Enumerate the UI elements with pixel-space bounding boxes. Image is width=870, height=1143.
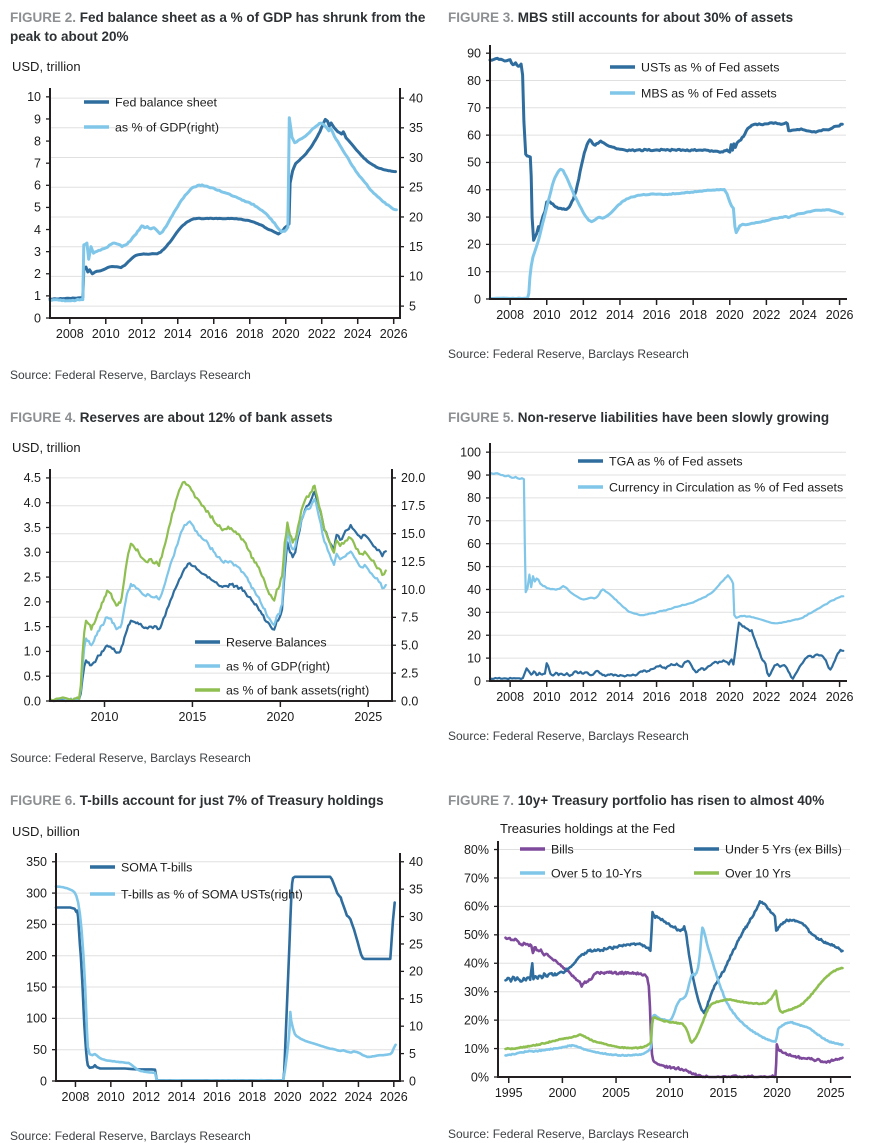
figure-label: FIGURE 7. [448, 793, 515, 809]
svg-text:Treasuries holdings at the Fed: Treasuries holdings at the Fed [500, 820, 676, 836]
svg-text:70: 70 [467, 101, 481, 116]
svg-text:5.0: 5.0 [401, 638, 419, 653]
figure-title-block [448, 408, 860, 427]
svg-text:350: 350 [26, 854, 47, 869]
svg-text:25: 25 [409, 936, 423, 951]
svg-text:Currency in Circulation as % o: Currency in Circulation as % of Fed assets [609, 480, 844, 495]
svg-text:2.0: 2.0 [23, 595, 41, 610]
svg-text:0: 0 [474, 674, 481, 689]
svg-text:100: 100 [460, 445, 481, 460]
svg-text:2026: 2026 [379, 1089, 408, 1104]
svg-text:2025: 2025 [354, 710, 383, 725]
svg-text:10: 10 [409, 270, 423, 285]
svg-text:0: 0 [409, 1073, 416, 1088]
svg-text:40: 40 [467, 583, 481, 598]
report-figures-grid [10, 8, 860, 1143]
svg-text:2008: 2008 [61, 1089, 90, 1104]
svg-text:7: 7 [34, 156, 41, 171]
svg-text:2024: 2024 [344, 1089, 373, 1104]
svg-text:15: 15 [409, 240, 423, 255]
svg-text:60: 60 [467, 537, 481, 552]
svg-text:30%: 30% [463, 984, 489, 999]
svg-text:10: 10 [409, 1019, 423, 1034]
svg-text:2010: 2010 [96, 1089, 125, 1104]
source-note: Source: Federal Reserve, Barclays Research [448, 729, 689, 744]
svg-text:50: 50 [467, 155, 481, 170]
figure-label: FIGURE 5. [448, 410, 515, 426]
figure-title-block [10, 408, 434, 427]
svg-text:250: 250 [26, 917, 47, 932]
svg-text:3: 3 [34, 245, 41, 260]
svg-text:12.5: 12.5 [401, 555, 426, 570]
svg-text:3.0: 3.0 [23, 546, 41, 561]
figure-panel-4 [10, 408, 434, 765]
svg-text:150: 150 [26, 979, 47, 994]
svg-text:30: 30 [409, 909, 423, 924]
svg-text:2026: 2026 [379, 327, 408, 342]
svg-text:2015: 2015 [178, 710, 207, 725]
svg-text:30: 30 [467, 210, 481, 225]
figure-title-block [10, 791, 434, 810]
svg-text:25: 25 [409, 180, 423, 195]
source-note: Source: Federal Reserve, Barclays Research [10, 368, 251, 383]
svg-text:2022: 2022 [752, 690, 781, 705]
svg-text:2024: 2024 [343, 327, 372, 342]
svg-text:2020: 2020 [271, 327, 300, 342]
figure-label: FIGURE 2. [10, 10, 77, 25]
svg-text:MBS as % of Fed assets: MBS as % of Fed assets [641, 86, 777, 101]
svg-text:35: 35 [409, 121, 423, 136]
axis-unit-label: USD, trillion [12, 59, 81, 75]
svg-text:2010: 2010 [532, 308, 561, 323]
chart-reserve-balances [10, 461, 434, 739]
svg-text:2020: 2020 [715, 308, 744, 323]
svg-text:50: 50 [33, 1042, 47, 1057]
figure-title: Non-reserve liabilities have been slowly growing [517, 410, 830, 426]
svg-text:15.0: 15.0 [401, 527, 426, 542]
svg-text:10: 10 [467, 651, 481, 666]
chart-non-reserve-liabilities [448, 435, 860, 717]
svg-text:30: 30 [467, 606, 481, 621]
svg-text:2: 2 [34, 267, 41, 282]
svg-text:2000: 2000 [548, 1085, 577, 1100]
svg-text:20.0: 20.0 [401, 471, 426, 486]
axis-unit-label: USD, billion [12, 823, 80, 839]
axis-unit-label: USD, trillion [12, 440, 81, 456]
svg-text:5: 5 [34, 201, 41, 216]
svg-text:35: 35 [409, 882, 423, 897]
svg-text:20: 20 [467, 628, 481, 643]
svg-text:2016: 2016 [642, 690, 671, 705]
source-note: Source: Federal Reserve, Barclays Research [10, 751, 251, 766]
svg-text:2020: 2020 [273, 1089, 302, 1104]
svg-text:40: 40 [409, 91, 423, 106]
svg-text:2010: 2010 [655, 1085, 684, 1100]
svg-text:0: 0 [34, 311, 41, 326]
svg-text:2.5: 2.5 [401, 666, 419, 681]
svg-text:1: 1 [34, 289, 41, 304]
svg-text:30: 30 [409, 151, 423, 166]
svg-text:2012: 2012 [132, 1089, 161, 1104]
svg-text:0.0: 0.0 [401, 694, 419, 709]
svg-text:80%: 80% [463, 842, 489, 857]
svg-text:100: 100 [26, 1011, 47, 1026]
figure-title: 10y+ Treasury portfolio has risen to almost 40% [517, 793, 825, 809]
chart-fed-balance-sheet [10, 80, 434, 356]
svg-text:1995: 1995 [494, 1085, 523, 1100]
svg-text:80: 80 [467, 491, 481, 506]
svg-text:2016: 2016 [642, 308, 671, 323]
svg-text:60%: 60% [463, 899, 489, 914]
svg-text:2026: 2026 [825, 690, 854, 705]
svg-text:as % of GDP(right): as % of GDP(right) [115, 120, 219, 135]
svg-text:SOMA T-bills: SOMA T-bills [121, 860, 193, 875]
svg-text:9: 9 [34, 112, 41, 127]
svg-text:90: 90 [467, 46, 481, 61]
svg-text:2024: 2024 [789, 308, 817, 323]
svg-text:4.0: 4.0 [23, 496, 41, 511]
svg-text:300: 300 [26, 886, 47, 901]
figure-panel-6 [10, 791, 434, 1142]
svg-text:2020: 2020 [763, 1085, 791, 1100]
svg-text:2018: 2018 [679, 308, 708, 323]
figure-panel-7 [448, 791, 860, 1142]
svg-text:1.0: 1.0 [23, 645, 41, 660]
svg-text:40%: 40% [463, 956, 489, 971]
source-note: Source: Federal Reserve, Barclays Research [448, 1126, 689, 1141]
svg-text:0.0: 0.0 [23, 694, 41, 709]
chart-treasury-maturity-mix [448, 819, 860, 1115]
svg-text:2026: 2026 [825, 308, 854, 323]
chart-mbs-ust-share [448, 35, 860, 335]
svg-text:7.5: 7.5 [401, 611, 419, 626]
svg-text:T-bills as % of SOMA USTs(righ: T-bills as % of SOMA USTs(right) [121, 887, 303, 902]
source-note: Source: Federal Reserve, Barclays Research [10, 1128, 251, 1143]
svg-text:2018: 2018 [235, 327, 264, 342]
svg-text:50%: 50% [463, 927, 489, 942]
figure-title: Reserves are about 12% of bank assets [79, 410, 333, 426]
svg-text:80: 80 [467, 73, 481, 88]
svg-text:8: 8 [34, 134, 41, 149]
svg-text:2012: 2012 [569, 308, 598, 323]
figure-label: FIGURE 6. [10, 793, 77, 809]
svg-text:TGA as % of Fed assets: TGA as % of Fed assets [609, 454, 743, 469]
svg-text:10%: 10% [463, 1041, 489, 1056]
svg-text:200: 200 [26, 948, 47, 963]
svg-text:90: 90 [467, 468, 481, 483]
svg-text:2018: 2018 [679, 690, 708, 705]
svg-text:2010: 2010 [91, 327, 120, 342]
figure-label: FIGURE 4. [10, 410, 77, 426]
svg-text:0: 0 [474, 292, 481, 307]
figure-title-block [448, 791, 860, 810]
svg-text:2010: 2010 [90, 710, 119, 725]
svg-text:2014: 2014 [606, 308, 634, 323]
svg-text:4: 4 [34, 223, 41, 238]
svg-text:Over 5 to 10-Yrs: Over 5 to 10-Yrs [551, 866, 642, 881]
svg-text:15: 15 [409, 991, 423, 1006]
svg-text:20: 20 [409, 210, 423, 225]
svg-text:5: 5 [409, 299, 416, 314]
svg-text:2022: 2022 [309, 1089, 337, 1104]
svg-text:6: 6 [34, 178, 41, 193]
svg-text:USTs as % of Fed assets: USTs as % of Fed assets [641, 60, 780, 75]
svg-text:2008: 2008 [55, 327, 84, 342]
svg-text:40: 40 [467, 183, 481, 198]
svg-text:Reserve Balances: Reserve Balances [226, 635, 327, 650]
svg-text:5: 5 [409, 1046, 416, 1061]
svg-text:10: 10 [27, 90, 41, 105]
svg-text:2012: 2012 [569, 690, 598, 705]
svg-text:2008: 2008 [496, 690, 525, 705]
svg-text:20%: 20% [463, 1013, 489, 1028]
svg-text:2018: 2018 [238, 1089, 267, 1104]
figure-title-block [10, 8, 434, 46]
svg-text:10: 10 [467, 265, 481, 280]
svg-text:2014: 2014 [606, 690, 634, 705]
svg-text:2022: 2022 [307, 327, 336, 342]
figure-panel-3 [448, 8, 860, 382]
figure-panel-2 [10, 8, 434, 382]
svg-text:50: 50 [467, 560, 481, 575]
svg-text:20: 20 [467, 237, 481, 252]
svg-text:1.5: 1.5 [23, 620, 41, 635]
svg-text:Bills: Bills [551, 842, 574, 857]
svg-text:2010: 2010 [532, 690, 561, 705]
figure-panel-5 [448, 408, 860, 765]
svg-text:60: 60 [467, 128, 481, 143]
figure-title-block [448, 8, 860, 27]
figure-title: Fed balance sheet as a % of GDP has shrunk from the peak to about 20% [10, 10, 426, 45]
svg-text:10.0: 10.0 [401, 583, 426, 598]
svg-text:40: 40 [409, 854, 423, 869]
svg-text:Over 10 Yrs: Over 10 Yrs [725, 866, 791, 881]
svg-text:2015: 2015 [709, 1085, 738, 1100]
svg-text:2020: 2020 [715, 690, 744, 705]
svg-text:20: 20 [409, 964, 423, 979]
svg-text:as % of bank assets(right): as % of bank assets(right) [226, 683, 370, 698]
svg-text:0%: 0% [470, 1069, 489, 1084]
svg-text:as % of GDP(right): as % of GDP(right) [226, 659, 330, 674]
svg-text:3.5: 3.5 [23, 521, 41, 536]
figure-label: FIGURE 3. [448, 10, 515, 25]
source-note: Source: Federal Reserve, Barclays Research [448, 347, 689, 362]
svg-text:2024: 2024 [789, 690, 817, 705]
svg-text:2022: 2022 [752, 308, 781, 323]
svg-text:2.5: 2.5 [23, 570, 41, 585]
svg-text:2008: 2008 [496, 308, 525, 323]
svg-text:70: 70 [467, 514, 481, 529]
svg-text:70%: 70% [463, 870, 489, 885]
svg-text:2014: 2014 [163, 327, 192, 342]
svg-text:2025: 2025 [816, 1085, 845, 1100]
svg-text:2014: 2014 [167, 1089, 196, 1104]
svg-text:0.5: 0.5 [23, 669, 41, 684]
svg-text:Under 5 Yrs (ex Bills): Under 5 Yrs (ex Bills) [725, 842, 842, 857]
svg-text:17.5: 17.5 [401, 499, 426, 514]
svg-text:2012: 2012 [127, 327, 156, 342]
svg-text:0: 0 [40, 1073, 47, 1088]
svg-text:Fed balance sheet: Fed balance sheet [115, 95, 217, 110]
chart-soma-tbills [10, 845, 434, 1117]
svg-text:2020: 2020 [266, 710, 295, 725]
figure-title: MBS still accounts for about 30% of assets [517, 10, 794, 25]
svg-text:4.5: 4.5 [23, 471, 41, 486]
svg-text:2005: 2005 [602, 1085, 630, 1100]
svg-text:2016: 2016 [199, 327, 228, 342]
figure-title: T-bills account for just 7% of Treasury holdings [79, 793, 384, 809]
svg-text:2016: 2016 [203, 1089, 231, 1104]
